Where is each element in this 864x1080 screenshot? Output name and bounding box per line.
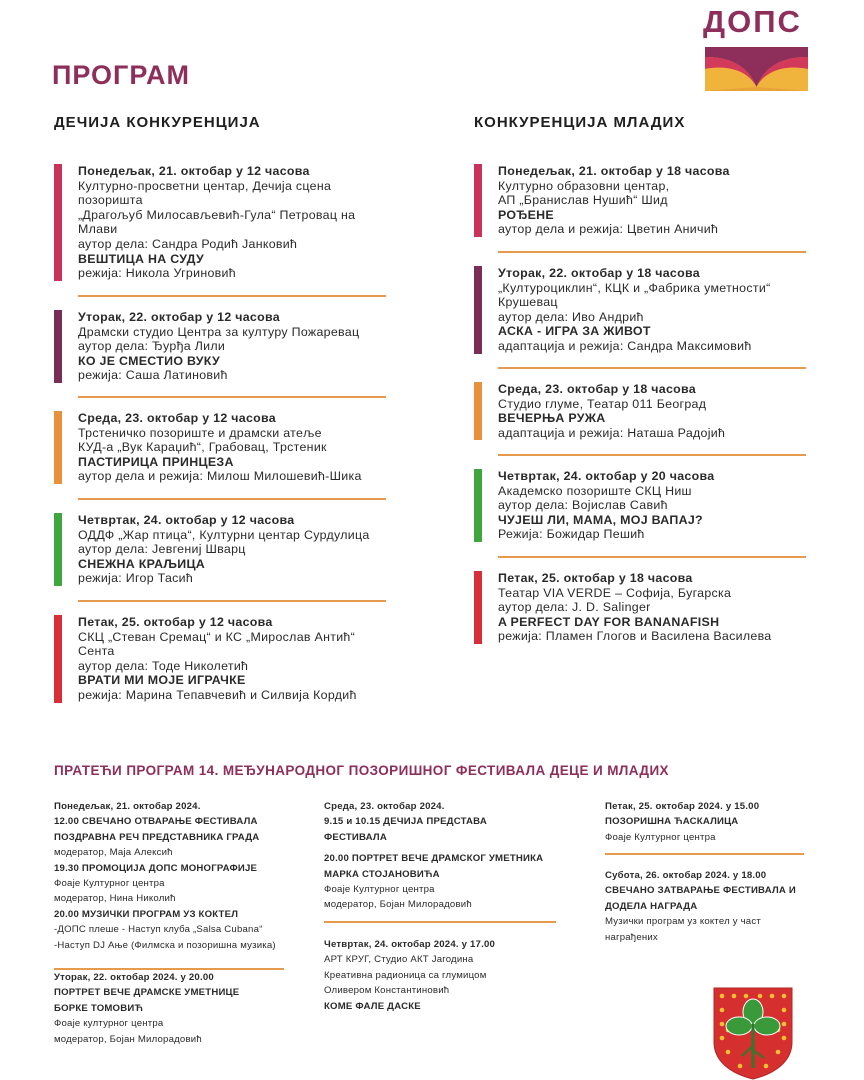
color-bar <box>54 411 62 484</box>
event-detail: адаптација и режија: Наташа Радојић <box>498 425 726 440</box>
side-program-title: 19.30 ПРОМОЦИЈА ДОПС МОНОГРАФИЈЕ <box>54 862 258 874</box>
side-col-1 <box>54 799 304 953</box>
event-date: Уторак, 22. октобар у 12 часова <box>78 310 280 324</box>
program-event <box>474 164 838 237</box>
side-program-detail: модератор, Маја Алексић <box>54 847 173 859</box>
event-date: Понедељак, 21. октобар у 18 часова <box>498 164 730 178</box>
event-detail: режија: Игор Тасић <box>78 571 194 586</box>
event-detail: Културно образовни центар, <box>498 178 670 193</box>
event-date: Петак, 25. октобар у 18 часова <box>498 571 693 585</box>
event-detail: аутор дела: Ђурђа Лили <box>78 339 226 354</box>
event-detail: Млави <box>78 222 118 237</box>
event-date: Понедељак, 21. октобар у 12 часова <box>78 164 310 178</box>
event-detail: позоришта <box>78 193 143 208</box>
event-detail: адаптација и режија: Сандра Максимовић <box>498 338 752 353</box>
side-col-2b <box>324 937 574 1014</box>
event-date: Среда, 23. октобар у 12 часова <box>78 411 276 425</box>
program-event <box>474 469 838 542</box>
play-title: ВЕШТИЦА НА СУДУ <box>78 251 204 266</box>
event-detail: ОДДФ „Жар птица“, Културни центар Сурдулица <box>78 527 370 542</box>
coat-of-arms-icon <box>712 986 794 1080</box>
event-detail: Крушевац <box>498 295 558 310</box>
side-program-detail: Оливером Константиновић <box>324 985 450 997</box>
side-program-title: ПОРТРЕТ ВЕЧЕ ДРАМСКЕ УМЕТНИЦЕ <box>54 987 240 999</box>
program-event <box>54 513 408 586</box>
program-event <box>474 266 838 354</box>
side-col-2 <box>324 799 574 913</box>
event-detail: аутор дела: Тоде Николетић <box>78 658 249 673</box>
color-bar <box>474 469 482 542</box>
side-program-detail: модератор, Бојан Милорадовић <box>324 899 472 911</box>
play-title: ВРАТИ МИ МОЈЕ ИГРАЧКЕ <box>78 673 246 688</box>
side-program-title: Среда, 23. октобар 2024. <box>324 801 445 812</box>
color-bar <box>54 310 62 383</box>
color-bar <box>54 513 62 586</box>
side-program-title: 12.00 СВЕЧАНО ОТВАРАЊЕ ФЕСТИВАЛА <box>54 816 258 828</box>
side-program-title: СВЕЧАНО ЗАТВАРАЊЕ ФЕСТИВАЛА И <box>605 885 796 897</box>
play-title: РОЂЕНЕ <box>498 207 554 222</box>
side-program-title: Уторак, 22. октобар 2024. у 20.00 <box>54 972 214 983</box>
separator <box>324 921 556 923</box>
event-detail: Сента <box>78 644 115 659</box>
side-program-title: 9.15 и 10.15 ДЕЧИЈА ПРЕДСТАВА <box>324 816 487 828</box>
side-program-title: 20.00 МУЗИЧКИ ПРОГРАМ УЗ КОКТЕЛ <box>54 908 239 920</box>
event-detail: Студио глуме, Театар 011 Београд <box>498 396 707 411</box>
separator <box>498 556 806 558</box>
side-program-title: КОМЕ ФАЛЕ ДАСКЕ <box>324 1000 421 1012</box>
side-program-detail: Фоаје Културног центра <box>54 878 165 890</box>
youth-competition-heading: КОНКУРЕНЦИЈА МЛАДИХ <box>474 114 686 131</box>
program-event <box>54 310 408 383</box>
side-program-title: Субота, 26. октобар 2024. у 18.00 <box>605 870 767 881</box>
separator <box>78 396 386 398</box>
side-program-detail: модератор, Нина Николић <box>54 893 176 905</box>
play-title: ВЕЧЕРЊА РУЖА <box>498 411 606 426</box>
event-detail: аутор дела: Сандра Родић Јанковић <box>78 236 298 251</box>
event-detail: аутор дела: Јевгениј Шварц <box>78 542 246 557</box>
event-date: Уторак, 22. октобар у 18 часова <box>498 266 700 280</box>
side-program-title: ФЕСТИВАЛА <box>324 831 387 843</box>
event-detail: режија: Саша Латиновић <box>78 368 228 383</box>
play-title: A PERFECT DAY FOR BANANAFISH <box>498 614 720 629</box>
side-program-title: ПОЗОРИШНА ЋАСКАЛИЦА <box>605 816 739 828</box>
side-program-detail: Фоаје културног центра <box>54 1018 164 1030</box>
color-bar <box>54 164 62 281</box>
side-program-detail: награђених <box>605 931 658 943</box>
curtain-icon <box>705 47 808 91</box>
event-detail: Академско позориште СКЦ Ниш <box>498 483 692 498</box>
separator <box>78 295 386 297</box>
event-detail: СКЦ „Стеван Сремац“ и КС „Мирослав Антић“ <box>78 629 356 644</box>
event-detail: „Драгољуб Милосављевић-Гула“ Петровац на <box>78 207 356 222</box>
play-title: СНЕЖНА КРАЉИЦА <box>78 556 206 571</box>
event-detail: АП „Бранислав Нушић“ Шид <box>498 193 668 208</box>
separator <box>78 600 386 602</box>
side-program-title: Петак, 25. октобар 2024. у 15.00 <box>605 801 760 812</box>
separator <box>78 498 386 500</box>
side-program-detail: Креативна радионица са глумицом <box>324 969 487 981</box>
color-bar <box>474 382 482 440</box>
color-bar <box>474 164 482 237</box>
event-date: Среда, 23. октобар у 18 часова <box>498 382 696 396</box>
event-detail: аутор дела и режија: Милош Милошевић-Шика <box>78 469 362 484</box>
event-date: Четвртак, 24. октобар у 12 часова <box>78 513 295 527</box>
side-program-detail: модератор, Бојан Милорадовић <box>54 1033 202 1045</box>
side-program-title: Четвртак, 24. октобар 2024. у 17.00 <box>324 939 496 950</box>
side-program-detail: -Наступ DJ Ање (Филмска и позоришна музика) <box>54 939 276 951</box>
event-date: Петак, 25. октобар у 12 часова <box>78 615 273 629</box>
event-date: Четвртак, 24. октобар у 20 часова <box>498 469 715 483</box>
program-event <box>474 382 838 440</box>
event-detail: аутор дела: Иво Андрић <box>498 309 644 324</box>
side-program-title: МАРКА СТОЈАНОВИЋА <box>324 868 440 880</box>
color-bar <box>54 615 62 703</box>
event-detail: Културно-просветни центар, Дечија сцена <box>78 178 332 193</box>
event-detail: режија: Пламен Глогов и Василена Василева <box>498 629 772 644</box>
play-title: КО ЈЕ СМЕСТИО ВУКУ <box>78 353 220 368</box>
program-event <box>54 411 408 484</box>
event-detail: аутор дела и режија: Цветин Аничић <box>498 222 719 237</box>
side-program-detail: -ДОПС плеше - Наступ клуба „Salsa Cubana“ <box>54 924 263 936</box>
event-detail: режија: Никола Угриновић <box>78 266 236 281</box>
side-program-title: БОРКЕ ТОМОВИЋ <box>54 1002 144 1014</box>
program-event <box>54 615 408 703</box>
separator <box>498 251 806 253</box>
side-col-1b <box>54 970 304 1047</box>
side-program-detail: АРТ КРУГ, Студио АКТ Јагодина <box>324 954 474 966</box>
side-program-title: 20.00 ПОРТРЕТ ВЕЧЕ ДРАМСКОГ УМЕТНИКА <box>324 853 544 865</box>
separator <box>498 454 806 456</box>
color-bar <box>474 571 482 644</box>
side-program-title: Понедељак, 21. октобар 2024. <box>54 801 201 812</box>
side-program-title: ПОЗДРАВНА РЕЧ ПРЕДСТАВНИКА ГРАДА <box>54 831 260 843</box>
event-detail: Режија: Божидар Пешић <box>498 527 645 542</box>
color-bar <box>474 266 482 354</box>
side-program-title: ДОДЕЛА НАГРАДА <box>605 900 698 912</box>
event-detail: Театар VIA VERDE – Софија, Бугарска <box>498 585 732 600</box>
play-title: АСКА - ИГРА ЗА ЖИВОТ <box>498 324 651 339</box>
side-col-3 <box>605 799 825 845</box>
logo-text: ДОПС <box>703 4 802 39</box>
event-detail: аутор дела: J. D. Salinger <box>498 600 651 615</box>
side-program-detail: Фоаје Културног центра <box>324 884 435 896</box>
event-detail: аутор дела: Војислав Савић <box>498 498 668 513</box>
page-title: ПРОГРАМ <box>52 60 190 90</box>
play-title: ПАСТИРИЦА ПРИНЦЕЗА <box>78 454 234 469</box>
side-program-detail: Фоаје Културног центра <box>605 831 716 843</box>
play-title: ЧУЈЕШ ЛИ, МАМА, МОЈ ВАПАЈ? <box>498 512 703 527</box>
event-detail: Драмски студио Центра за културу Пожаревац <box>78 324 360 339</box>
event-detail: режија: Марина Тепавчевић и Силвија Кордић <box>78 687 357 702</box>
separator <box>605 853 804 855</box>
children-competition-heading: ДЕЧИЈА КОНКУРЕНЦИЈА <box>54 114 261 131</box>
separator <box>498 367 806 369</box>
event-detail: „Културоциклин“, КЦК и „Фабрика уметности“ <box>498 280 771 295</box>
program-event <box>54 164 408 281</box>
event-detail: КУД-а „Вук Караџић“, Грабовац, Трстеник <box>78 440 327 455</box>
side-program-heading: ПРАТЕЋИ ПРОГРАМ 14. МЕЂУНАРОДНОГ ПОЗОРИШНОГ ФЕСТИВАЛА ДЕЦЕ И МЛАДИХ <box>54 763 669 778</box>
program-event <box>474 571 838 644</box>
event-detail: Трстеничко позориште и драмски атеље <box>78 425 322 440</box>
side-col-3b <box>605 868 825 945</box>
side-program-detail: Музички програм уз коктел у част <box>605 916 761 928</box>
